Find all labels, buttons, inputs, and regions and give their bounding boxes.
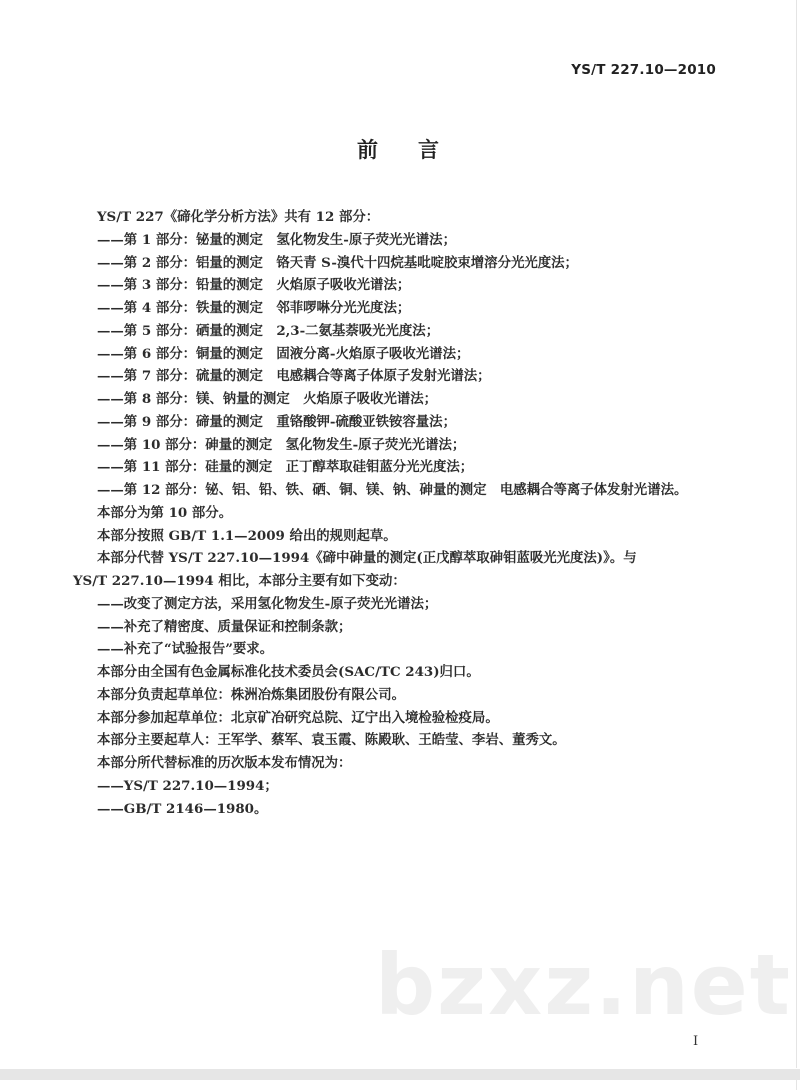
- replacement-statement: 本部分代替 YS/T 227.10—1994《碲中砷量的测定(正戊醇萃取砷钼蓝吸光光度法)》。与: [97, 550, 637, 567]
- part-list-item-3: ——第 3 部分：铅量的测定 火焰原子吸收光谱法；: [97, 277, 411, 294]
- version-history-intro: 本部分所代替标准的历次版本发布情况为：: [97, 755, 352, 771]
- change-item-1: ——改变了测定方法，采用氢化物发生-原子荧光光谱法；: [97, 595, 438, 612]
- drafting-rules: 本部分按照 GB/T 1.1—2009 给出的规则起草。: [97, 527, 397, 544]
- part-list-item-5: ——第 5 部分：硒量的测定 2,3-二氨基萘吸光光度法；: [97, 322, 440, 339]
- committee-statement: 本部分由全国有色金属标准化技术委员会(SAC/TC 243)归口。: [97, 664, 480, 680]
- part-list-item-11: ——第 11 部分：硅量的测定 正丁醇萃取硅钼蓝分光光度法；: [97, 459, 474, 476]
- next-page-top: [0, 1080, 797, 1090]
- part-list-item-6: ——第 6 部分：铜量的测定 固液分离-火焰原子吸收光谱法；: [97, 345, 470, 362]
- part-list-item-8: ——第 8 部分：镁、钠量的测定 火焰原子吸收光谱法；: [97, 391, 438, 407]
- participating-units: 本部分参加起草单位：北京矿冶研究总院、辽宁出入境检验检疫局。: [97, 709, 499, 726]
- page-number: I: [693, 1034, 699, 1049]
- version-history-item-1: ——YS/T 227.10—1994；: [97, 777, 278, 794]
- intro-line: YS/T 227《碲化学分析方法》共有 12 部分：: [97, 209, 380, 225]
- replacement-statement-cont: YS/T 227.10—1994 相比，本部分主要有如下变动：: [73, 573, 406, 589]
- standard-number: YS/T 227.10—2010: [571, 62, 716, 78]
- part-list-item-2: ——第 2 部分：铝量的测定 铬天青 S-溴代十四烷基吡啶胶束增溶分光光度法；: [97, 254, 578, 271]
- part-list-item-10: ——第 10 部分：砷量的测定 氢化物发生-原子荧光光谱法；: [97, 436, 466, 453]
- title-char-1: 前: [357, 138, 378, 162]
- main-drafters: 本部分主要起草人：王军学、蔡军、袁玉霞、陈殿耿、王皓莹、李岩、董秀文。: [97, 732, 566, 749]
- part-list-item-9: ——第 9 部分：碲量的测定 重铬酸钾-硫酸亚铁铵容量法；: [97, 413, 456, 430]
- title-char-2: 言: [418, 138, 439, 162]
- watermark: bzxz.net: [375, 936, 792, 1034]
- lead-drafter-unit: 本部分负责起草单位：株洲冶炼集团股份有限公司。: [97, 686, 405, 703]
- part-list-item-1: ——第 1 部分：铋量的测定 氢化物发生-原子荧光光谱法；: [97, 231, 456, 248]
- part-list-item-12: ——第 12 部分：铋、铝、铅、铁、硒、铜、镁、钠、砷量的测定 电感耦合等离子体发射光谱法。: [97, 482, 688, 498]
- part-list-item-7: ——第 7 部分：硫量的测定 电感耦合等离子体原子发射光谱法；: [97, 368, 491, 385]
- page-separator: [0, 1069, 800, 1080]
- foreword-body: [73, 206, 737, 820]
- change-item-3: ——补充了“试验报告”要求。: [97, 641, 274, 658]
- page-title: [0, 134, 796, 164]
- part-statement: 本部分为第 10 部分。: [97, 504, 233, 521]
- change-item-2: ——补充了精密度、质量保证和控制条款；: [97, 618, 352, 635]
- version-history-item-2: ——GB/T 2146—1980。: [97, 800, 268, 817]
- part-list-item-4: ——第 4 部分：铁量的测定 邻菲啰啉分光光度法；: [97, 300, 411, 316]
